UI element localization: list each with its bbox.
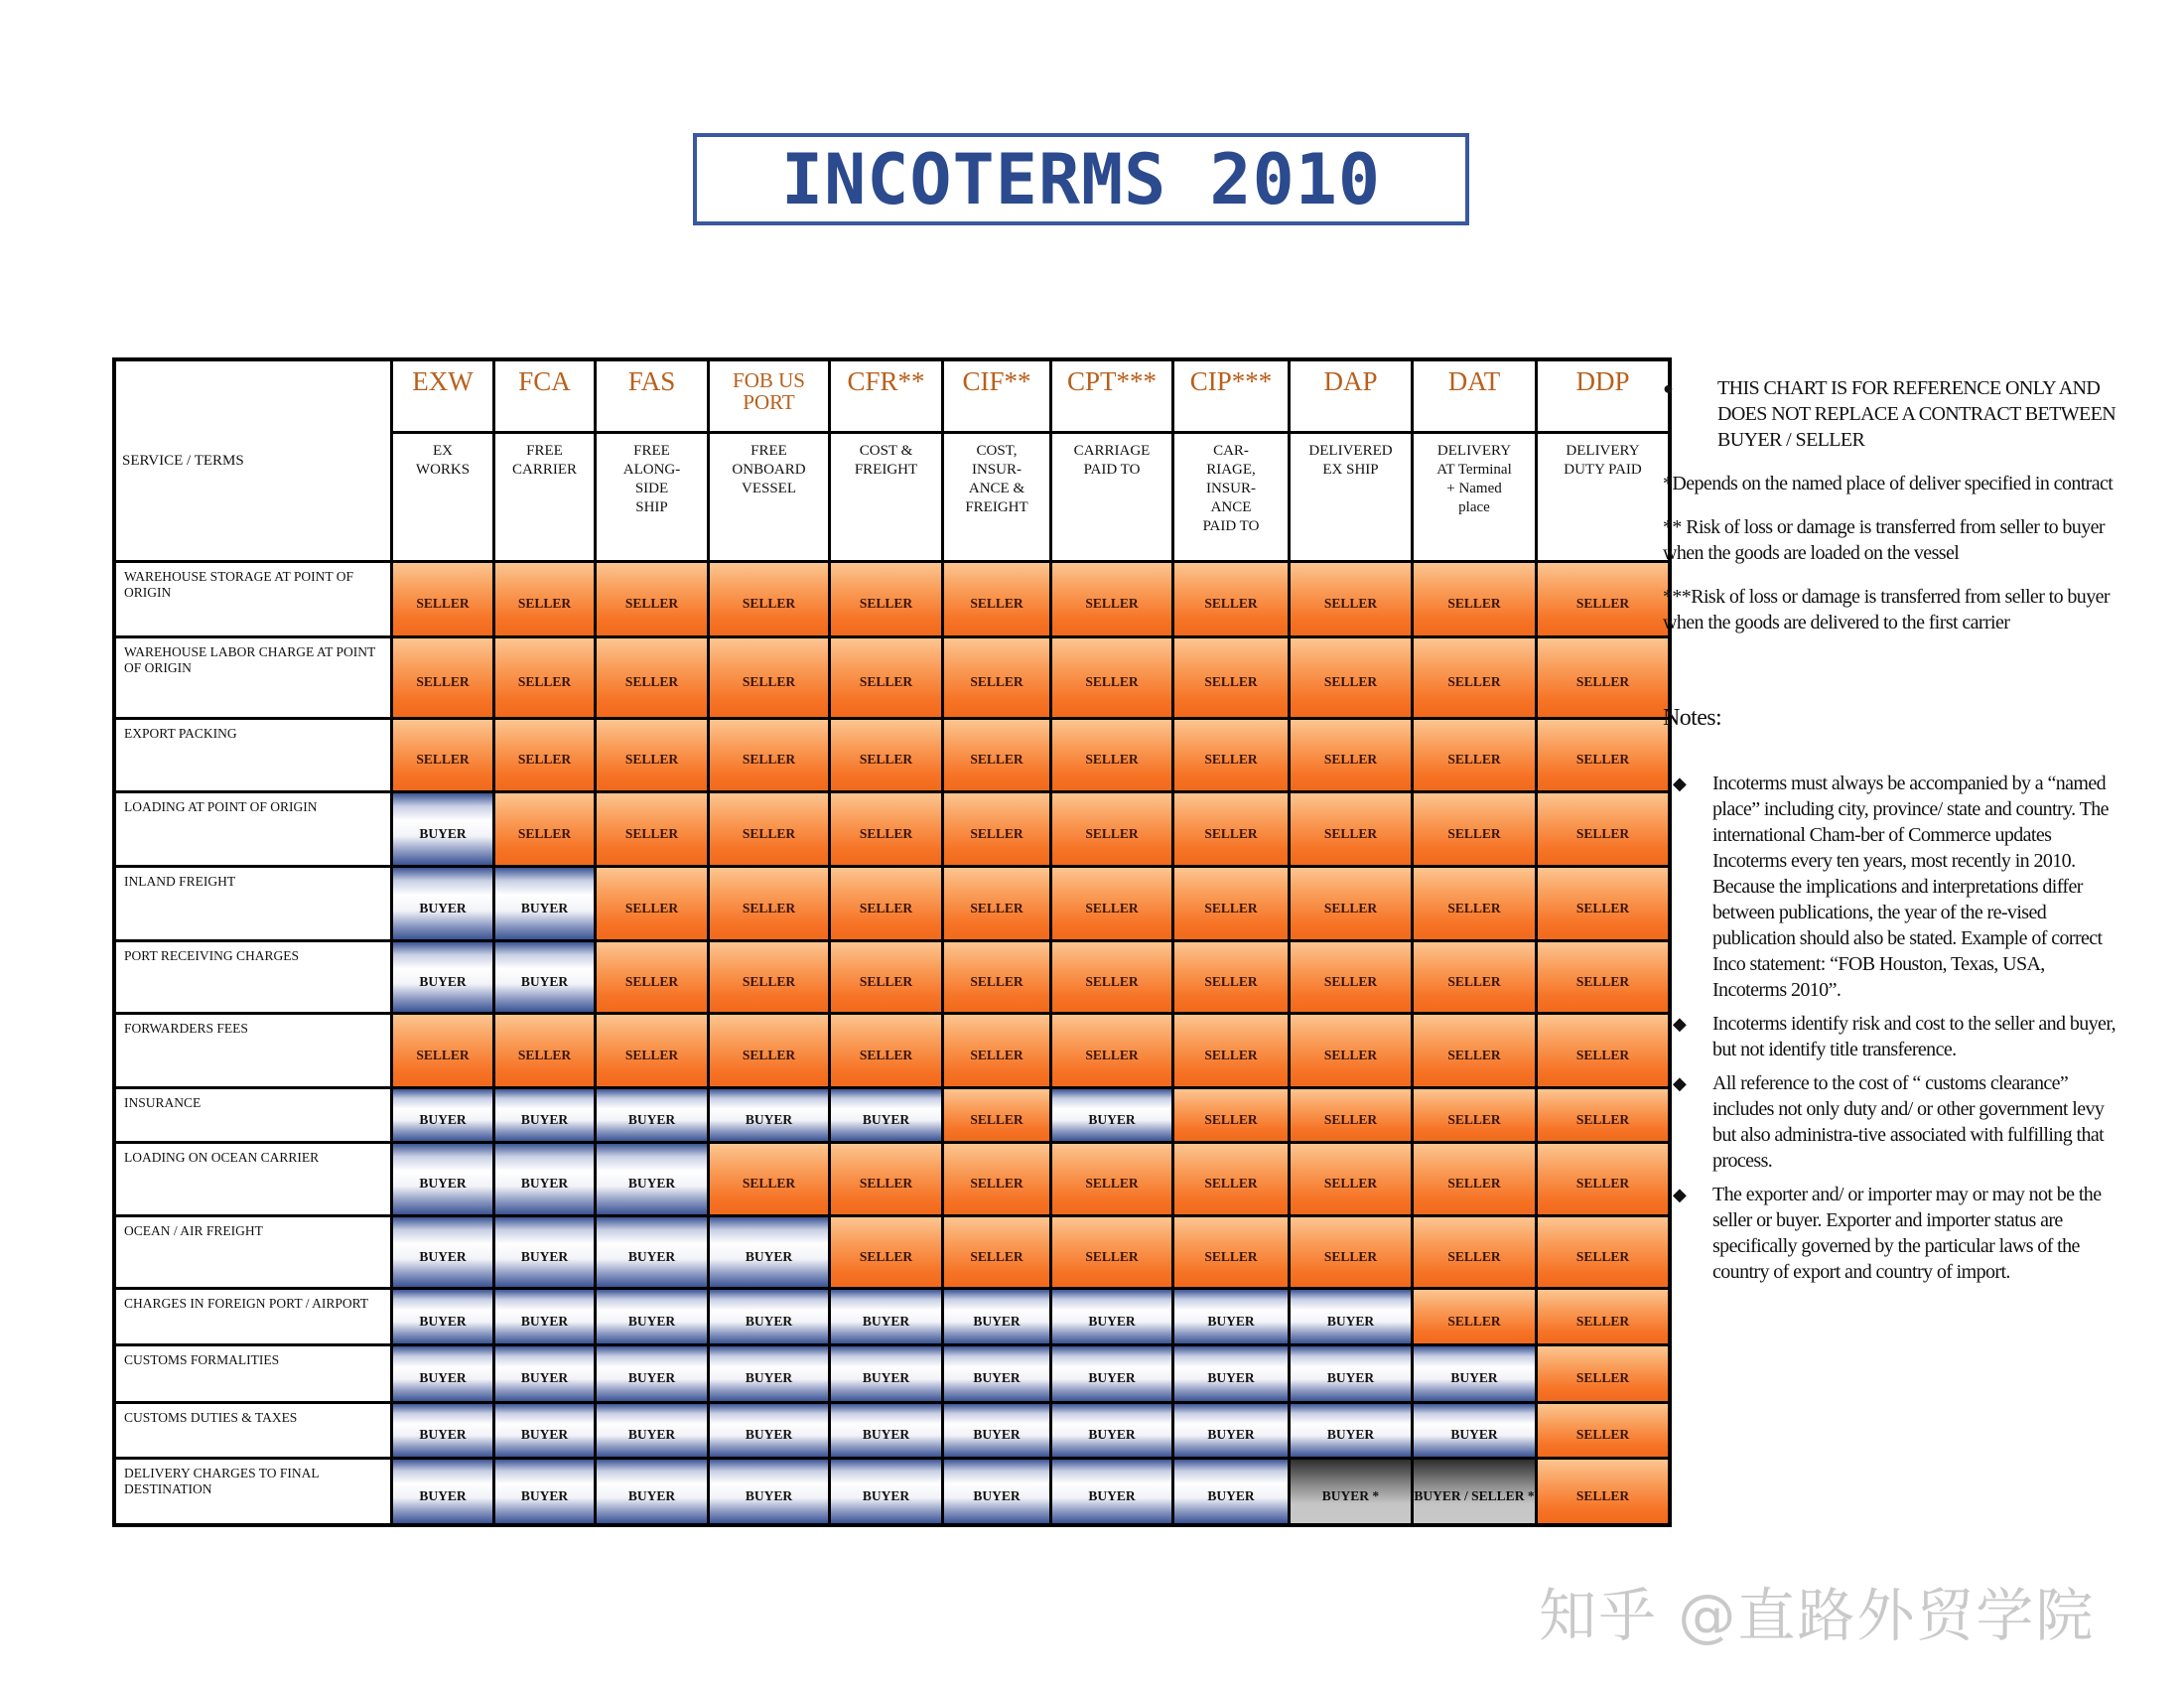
responsibility-cell: SELLER [393,720,492,790]
responsibility-cell: BUYER [1174,1460,1288,1523]
responsibility-cell: SELLER [1538,942,1668,1012]
responsibility-cell: SELLER [1414,1144,1535,1214]
responsibility-cell: BUYER [495,1346,594,1401]
responsibility-cell: SELLER [1174,638,1288,717]
notes-list [1663,771,2119,1285]
diamond-bullet-icon: ◆ [1673,774,1687,793]
responsibility-cell: SELLER [1052,1015,1171,1086]
responsibility-cell: BUYER * [1291,1460,1411,1523]
footnote-2: ** Risk of loss or damage is transferred from seller to buyer when the goods are loaded on the vessel [1663,516,2105,564]
incoterms-table [112,357,1672,1527]
responsibility-cell: SELLER [944,868,1049,939]
responsibility-cell: SELLER [1414,1015,1535,1086]
responsibility-cell: SELLER [1291,563,1411,635]
responsibility-cell: SELLER [710,1015,828,1086]
note-item [1663,1070,2119,1174]
responsibility-cell: SELLER [710,720,828,790]
responsibility-cell: BUYER [393,1290,492,1343]
responsibility-cell: BUYER [393,1089,492,1141]
term-description: FREE ALONG- SIDE SHIP [597,434,707,560]
responsibility-cell: SELLER [1414,1217,1535,1287]
term-description: EX WORKS [393,434,492,560]
responsibility-cell: BUYER [710,1089,828,1141]
responsibility-cell: BUYER [1291,1404,1411,1457]
term-description: CAR- RIAGE, INSUR- ANCE PAID TO [1174,434,1288,560]
responsibility-cell: BUYER [831,1089,941,1141]
note-text: All reference to the cost of “ customs clearance” includes not only duty and/ or other government levy but also administra-tive associated with fulfilling that process. [1712,1072,2105,1172]
term-description: COST, INSUR- ANCE & FREIGHT [944,434,1049,560]
responsibility-cell: SELLER [495,720,594,790]
row-label: INSURANCE [116,1089,390,1141]
responsibility-cell: BUYER [597,1217,707,1287]
responsibility-cell: BUYER [710,1404,828,1457]
responsibility-cell: SELLER [1538,638,1668,717]
responsibility-cell: SELLER [1291,793,1411,865]
row-label: WAREHOUSE LABOR CHARGE AT POINT OF ORIGIN [116,638,390,717]
responsibility-cell: SELLER [1174,1089,1288,1141]
responsibility-cell: SELLER [495,793,594,865]
responsibility-cell: SELLER [710,868,828,939]
term-description: DELIVERY DUTY PAID [1538,434,1668,560]
responsibility-cell: SELLER [944,1089,1049,1141]
corner-label: SERVICE / TERMS [116,361,390,560]
row-label: FORWARDERS FEES [116,1015,390,1086]
watermark: 知乎 @直路外贸学院 [1539,1582,2096,1649]
responsibility-cell: SELLER [1538,1290,1668,1343]
responsibility-cell: SELLER [1414,793,1535,865]
term-code: FOB US PORT [710,361,828,431]
page-title: INCOTERMS 2010 [780,138,1381,220]
responsibility-cell: SELLER [1414,638,1535,717]
responsibility-cell: BUYER [710,1217,828,1287]
responsibility-cell: BUYER [393,1144,492,1214]
responsibility-cell: BUYER [1052,1290,1171,1343]
responsibility-cell: SELLER [831,563,941,635]
responsibility-cell: BUYER [393,793,492,865]
term-code: DAT [1414,361,1535,431]
responsibility-cell: SELLER [1174,1144,1288,1214]
responsibility-cell: BUYER [1291,1346,1411,1401]
responsibility-cell: SELLER [1174,793,1288,865]
responsibility-cell: BUYER [944,1404,1049,1457]
responsibility-cell: SELLER [944,1015,1049,1086]
term-code: CIF** [944,361,1049,431]
responsibility-cell: BUYER [495,1089,594,1141]
responsibility-cell: SELLER [1291,1015,1411,1086]
footnote-1: *Depends on the named place of deliver specified in contract [1663,473,2114,494]
term-description: FREE ONBOARD VESSEL [710,434,828,560]
note-text: Incoterms identify risk and cost to the seller and buyer, but not identify title transference. [1712,1013,2116,1060]
responsibility-cell: SELLER [1052,638,1171,717]
responsibility-cell: BUYER [710,1290,828,1343]
responsibility-cell: SELLER [831,1015,941,1086]
term-code: FCA [495,361,594,431]
responsibility-cell: SELLER [944,942,1049,1012]
note-item [1663,771,2119,1003]
responsibility-cell: SELLER [1538,1460,1668,1523]
responsibility-cell: BUYER [495,1290,594,1343]
responsibility-cell: SELLER [1291,868,1411,939]
responsibility-cell: SELLER [1538,793,1668,865]
row-label: PORT RECEIVING CHARGES [116,942,390,1012]
row-label: DELIVERY CHARGES TO FINAL DESTINATION [116,1460,390,1523]
responsibility-cell: BUYER [1174,1404,1288,1457]
term-description: FREE CARRIER [495,434,594,560]
responsibility-cell: BUYER [393,942,492,1012]
responsibility-cell: SELLER [1538,1217,1668,1287]
responsibility-cell: SELLER [1291,720,1411,790]
responsibility-cell: BUYER [831,1460,941,1523]
responsibility-cell: SELLER [1414,720,1535,790]
responsibility-cell: SELLER [1291,942,1411,1012]
disclaimer: ● THIS CHART IS FOR REFERENCE ONLY AND DOES NOT REPLACE A CONTRACT BETWEEN BUYER / SELLER [1663,377,2116,451]
responsibility-cell: SELLER [944,563,1049,635]
responsibility-cell: SELLER [944,1217,1049,1287]
responsibility-cell: SELLER [710,793,828,865]
responsibility-cell: SELLER [1414,868,1535,939]
row-label: OCEAN / AIR FREIGHT [116,1217,390,1287]
responsibility-cell: BUYER [1414,1346,1535,1401]
responsibility-cell: SELLER [597,720,707,790]
responsibility-cell: SELLER [1052,868,1171,939]
responsibility-cell: SELLER [1174,1217,1288,1287]
responsibility-cell: BUYER [393,868,492,939]
responsibility-cell: BUYER [393,1346,492,1401]
responsibility-cell: SELLER [1291,1144,1411,1214]
bullet-icon: ● [1663,378,1674,398]
responsibility-cell: BUYER [597,1460,707,1523]
responsibility-cell: BUYER [1174,1346,1288,1401]
responsibility-cell: SELLER [710,563,828,635]
responsibility-cell: BUYER [831,1290,941,1343]
responsibility-cell: SELLER [831,793,941,865]
term-code: EXW [393,361,492,431]
responsibility-cell: BUYER [1052,1404,1171,1457]
responsibility-cell: BUYER [597,1144,707,1214]
responsibility-cell: SELLER [495,1015,594,1086]
responsibility-cell: BUYER [831,1404,941,1457]
responsibility-cell: SELLER [1052,1144,1171,1214]
responsibility-cell: SELLER [1538,1089,1668,1141]
responsibility-cell: SELLER [393,1015,492,1086]
responsibility-cell: SELLER [710,942,828,1012]
row-label: WAREHOUSE STORAGE AT POINT OF ORIGIN [116,563,390,635]
responsibility-cell: BUYER [495,1404,594,1457]
responsibility-cell: SELLER [1538,720,1668,790]
responsibility-cell: SELLER [597,638,707,717]
responsibility-cell: BUYER / SELLER * [1414,1460,1535,1523]
term-code: CPT*** [1052,361,1171,431]
responsibility-cell: BUYER [1052,1089,1171,1141]
responsibility-cell: SELLER [1538,1015,1668,1086]
responsibility-cell: BUYER [393,1217,492,1287]
responsibility-cell: SELLER [393,563,492,635]
term-code: FAS [597,361,707,431]
responsibility-cell: SELLER [831,720,941,790]
term-description: CARRIAGE PAID TO [1052,434,1171,560]
responsibility-cell: SELLER [1174,1015,1288,1086]
responsibility-cell: SELLER [597,793,707,865]
row-label: LOADING AT POINT OF ORIGIN [116,793,390,865]
diamond-bullet-icon: ◆ [1673,1073,1687,1093]
responsibility-cell: BUYER [944,1290,1049,1343]
title-box [693,133,1469,225]
responsibility-cell: BUYER [1052,1460,1171,1523]
responsibility-cell: SELLER [597,868,707,939]
responsibility-cell: SELLER [1174,942,1288,1012]
row-label: CUSTOMS FORMALITIES [116,1346,390,1401]
responsibility-cell: SELLER [495,638,594,717]
responsibility-cell: SELLER [1291,638,1411,717]
term-code: DAP [1291,361,1411,431]
responsibility-cell: BUYER [495,942,594,1012]
term-code: CFR** [831,361,941,431]
responsibility-cell: SELLER [1291,1217,1411,1287]
responsibility-cell: SELLER [1538,563,1668,635]
responsibility-cell: SELLER [710,1144,828,1214]
notes-heading: Notes: [1663,705,1722,731]
responsibility-cell: SELLER [1414,1290,1535,1343]
diamond-bullet-icon: ◆ [1673,1014,1687,1034]
responsibility-cell: BUYER [831,1346,941,1401]
responsibility-cell: BUYER [710,1346,828,1401]
responsibility-cell: BUYER [495,868,594,939]
row-label: CUSTOMS DUTIES & TAXES [116,1404,390,1457]
responsibility-cell: SELLER [1538,1346,1668,1401]
responsibility-cell: BUYER [495,1217,594,1287]
responsibility-cell: SELLER [1414,1089,1535,1141]
footnote-3: ***Risk of loss or damage is transferred from seller to buyer when the goods are delivered to the first carrier [1663,586,2110,633]
responsibility-cell: SELLER [831,638,941,717]
note-text: Incoterms must always be accompanied by a “named place” including city, province/ state and country. The international Cham-ber of Commerce updates Incoterms every ten years, most recently in 2010. Because the implications and interpretations differ between publications, the year of the re-vised publication should also be stated. Example of correct Inco statement: “FOB Houston, Texas, USA, Incoterms 2010”. [1712,773,2109,1001]
responsibility-cell: SELLER [944,638,1049,717]
responsibility-cell: SELLER [831,942,941,1012]
side-notes [1663,375,2119,1293]
responsibility-cell: BUYER [393,1404,492,1457]
responsibility-cell: SELLER [1052,1217,1171,1287]
responsibility-cell: SELLER [1052,793,1171,865]
row-label: CHARGES IN FOREIGN PORT / AIRPORT [116,1290,390,1343]
term-code: CIP*** [1174,361,1288,431]
note-item [1663,1011,2119,1062]
row-label: LOADING ON OCEAN CARRIER [116,1144,390,1214]
responsibility-cell: BUYER [597,1290,707,1343]
responsibility-cell: SELLER [393,638,492,717]
responsibility-cell: SELLER [1052,942,1171,1012]
responsibility-cell: SELLER [1538,1404,1668,1457]
responsibility-cell: BUYER [597,1404,707,1457]
term-description: DELIVERY AT Terminal + Named place [1414,434,1535,560]
responsibility-cell: BUYER [944,1346,1049,1401]
responsibility-cell: SELLER [597,563,707,635]
responsibility-cell: SELLER [944,793,1049,865]
responsibility-cell: SELLER [1174,563,1288,635]
responsibility-cell: SELLER [1052,720,1171,790]
responsibility-cell: SELLER [1538,868,1668,939]
responsibility-cell: SELLER [831,868,941,939]
responsibility-cell: BUYER [710,1460,828,1523]
responsibility-cell: SELLER [710,638,828,717]
responsibility-cell: BUYER [944,1460,1049,1523]
responsibility-cell: BUYER [393,1460,492,1523]
term-description: COST & FREIGHT [831,434,941,560]
term-description: DELIVERED EX SHIP [1291,434,1411,560]
responsibility-cell: SELLER [597,942,707,1012]
responsibility-cell: SELLER [1538,1144,1668,1214]
responsibility-cell: BUYER [1291,1290,1411,1343]
term-code: DDP [1538,361,1668,431]
responsibility-cell: BUYER [1052,1346,1171,1401]
responsibility-cell: SELLER [831,1217,941,1287]
responsibility-cell: SELLER [1414,942,1535,1012]
row-label: INLAND FREIGHT [116,868,390,939]
responsibility-cell: SELLER [1414,563,1535,635]
responsibility-cell: SELLER [1174,720,1288,790]
responsibility-cell: SELLER [1052,563,1171,635]
row-label: EXPORT PACKING [116,720,390,790]
responsibility-cell: BUYER [597,1346,707,1401]
responsibility-cell: BUYER [495,1460,594,1523]
responsibility-cell: SELLER [1291,1089,1411,1141]
responsibility-cell: BUYER [597,1089,707,1141]
note-item [1663,1182,2119,1285]
responsibility-cell: SELLER [944,720,1049,790]
responsibility-cell: BUYER [495,1144,594,1214]
note-text: The exporter and/ or importer may or may not be the seller or buyer. Exporter and importer status are specifically governed by the particular laws of the country of export and country of import. [1712,1184,2102,1283]
responsibility-cell: BUYER [1174,1290,1288,1343]
responsibility-cell: SELLER [831,1144,941,1214]
responsibility-cell: SELLER [597,1015,707,1086]
responsibility-cell: BUYER [1414,1404,1535,1457]
responsibility-cell: SELLER [1174,868,1288,939]
responsibility-cell: SELLER [495,563,594,635]
responsibility-cell: SELLER [944,1144,1049,1214]
diamond-bullet-icon: ◆ [1673,1185,1687,1204]
